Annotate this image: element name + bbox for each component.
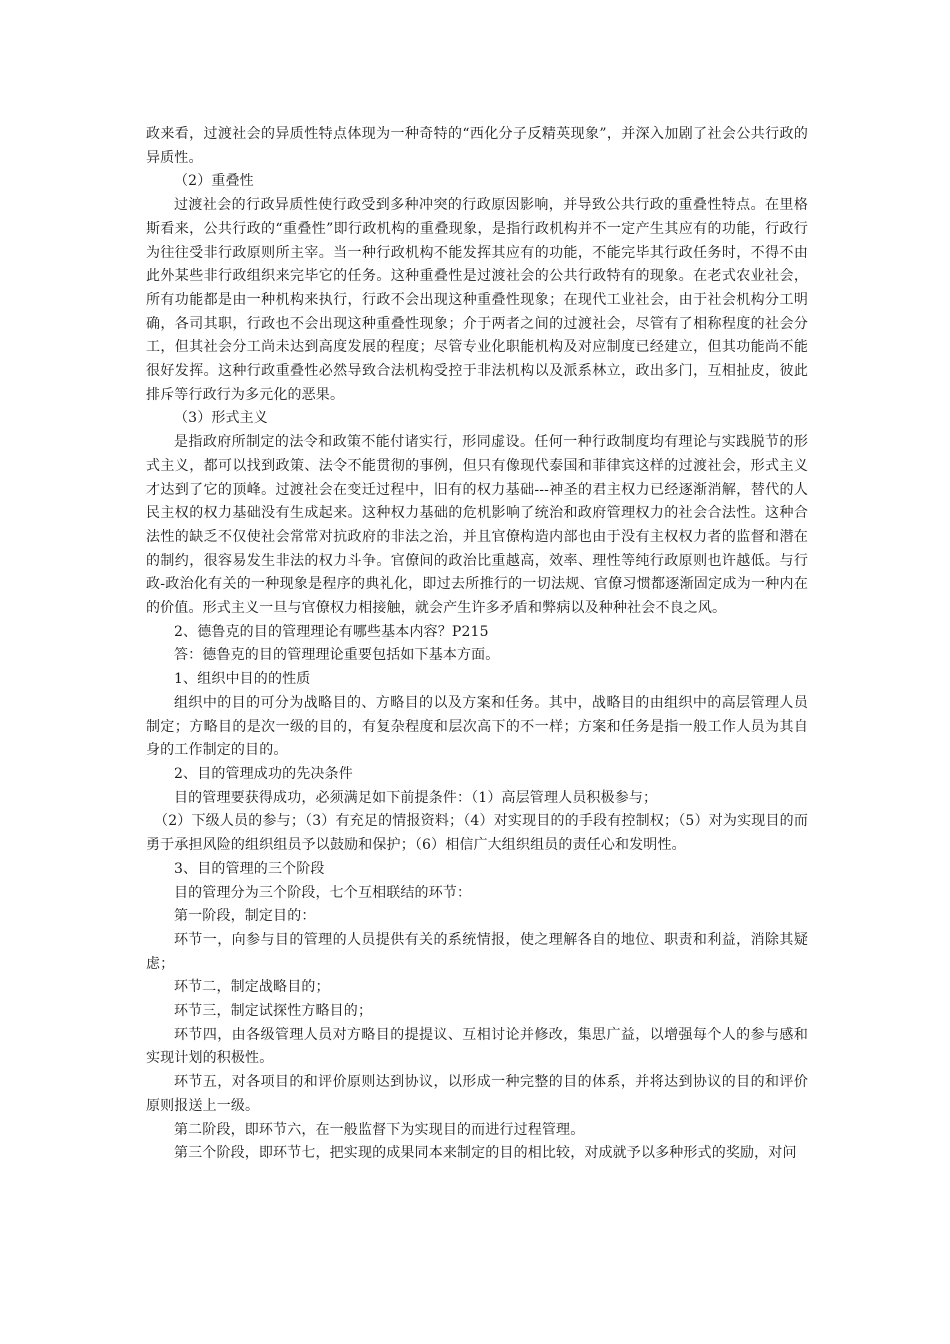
document-page: [146, 123, 808, 1166]
answer-intro: 答：德鲁克的目的管理理论重要包括如下基本方面。: [174, 647, 500, 664]
step-one: 环节一，向参与目的管理的人员提供有关的系统情报，使之理解各自的地位、职责和利益，消除其疑虑；: [146, 931, 808, 972]
heading-goal-nature: 1、组织中目的的性质: [174, 671, 311, 688]
paragraph-stages-intro: 目的管理分为三个阶段，七个互相联结的环节：: [174, 884, 472, 901]
paragraph-goal-nature: 组织中的目的可分为战略目的、方略目的以及方案和任务。其中，战略目的由组织中的高层管理人员制定；方略目的是次一级的目的，有复杂程度和层次高下的不一样；方案和任务是指一般工作人员为其自身的工作制定的目的。: [146, 694, 808, 759]
stage-three: 第三个阶段，即环节七，把实现的成果同本来制定的目的相比较，对成就予以多种形式的奖励，对问: [174, 1145, 797, 1162]
heading-formalism: （3）形式主义: [174, 410, 268, 427]
heading-preconditions: 2、目的管理成功的先决条件: [174, 765, 353, 782]
stage-two: 第二阶段，即环节六，在一般监督下为实现目的而进行过程管理。: [174, 1121, 585, 1138]
heading-overlap: （2）重叠性: [174, 173, 254, 190]
stage-one: 第一阶段，制定目的：: [174, 908, 316, 925]
step-five: 环节五，对各项目的和评价原则达到协议，以形成一种完整的目的体系，并将达到协议的目的和评价原则报送上一级。: [146, 1074, 808, 1114]
paragraph-preconditions-1: 目的管理要获得成功，必须满足如下前提条件：（1）高层管理人员积极参与；: [174, 789, 658, 806]
heading-three-stages: 3、目的管理的三个阶段: [174, 860, 325, 877]
paragraph-preconditions-2: （2）下级人员的参与；（3）有充足的情报资料；（4）对实现目的的手段有控制权；（5）对为实现目的而勇于承担风险的组织组员予以鼓励和保护；（6）相信广大组织组员的责任心和发明性。: [146, 813, 808, 854]
paragraph-overlap: 过渡社会的行政异质性使行政受到多种冲突的行政原因影响，并导致公共行政的重叠性特点。在里格斯看来，公共行政的“重叠性”即行政机构的重叠现象，是指行政机构并不一定产生其应有的功能，行政行为往往受非行政原则所主宰。当一种行政机构不能发挥其应有的功能，不能完毕其行政任务时，不得不由此外某些非行政组织来完毕它的任务。这种重叠性是过渡社会的公共行政特有的现象。在老式农业社会，所有功能都是由一种机构来执行，行政不会出现这种重叠性现象；在现代工业社会，由于社会机构分工明确，各司其职，行政也不会出现这种重叠性现象；介于两者之间的过渡社会，尽管有了相称程度的社会分工，但其社会分工尚未达到高度发展的程度；尽管专业化职能机构及对应制度已经建立，但其功能尚不能很好发挥。这种行政重叠性必然导致合法机构受控于非法机构以及派系林立，政出多门，互相扯皮，彼此排斥等行政行为多元化的恶果。: [146, 197, 808, 403]
question-drucker: 2、德鲁克的目的管理理论有哪些基本内容？P215: [174, 623, 489, 640]
step-three: 环节三，制定试探性方略目的；: [174, 1003, 373, 1020]
paragraph-heterogeneity-end: 政来看，过渡社会的异质性特点体现为一种奇特的“西化分子反精英现象”，并深入加剧了社会公共行政的异质性。: [146, 126, 808, 166]
step-two: 环节二，制定战略目的；: [174, 979, 330, 996]
step-four: 环节四，由各级管理人员对方略目的提提议、互相讨论并修改，集思广益，以增强每个人的参与感和实现计划的积极性。: [146, 1026, 808, 1067]
paragraph-formalism: 是指政府所制定的法令和政策不能付诸实行，形同虚设。任何一种行政制度均有理论与实践脱节的形式主义，都可以找到政策、法令不能贯彻的事例，但只有像现代泰国和菲律宾这样的过渡社会，形式主义才达到了它的顶峰。过渡社会在变迁过程中，旧有的权力基础---神圣的君主权力已经逐渐消解，替代的人民主权的权力基础没有生成起来。这种权力基础的危机影响了统治和政府管理权力的社会合法性。这种合法性的缺乏不仅使社会常常对抗政府的非法之治，并且官僚构造内部也由于没有主权权力者的监督和潜在的制约，很容易发生非法的权力斗争。官僚间的政治比重越高，效率、理性等纯行政原则也许越低。与行政-政治化有关的一种现象是程序的典礼化，即过去所推行的一切法规、官僚习惯都逐渐固定成为一种内在的价值。形式主义一旦与官僚权力相接触，就会产生许多矛盾和弊病以及种种社会不良之风。: [146, 434, 808, 617]
